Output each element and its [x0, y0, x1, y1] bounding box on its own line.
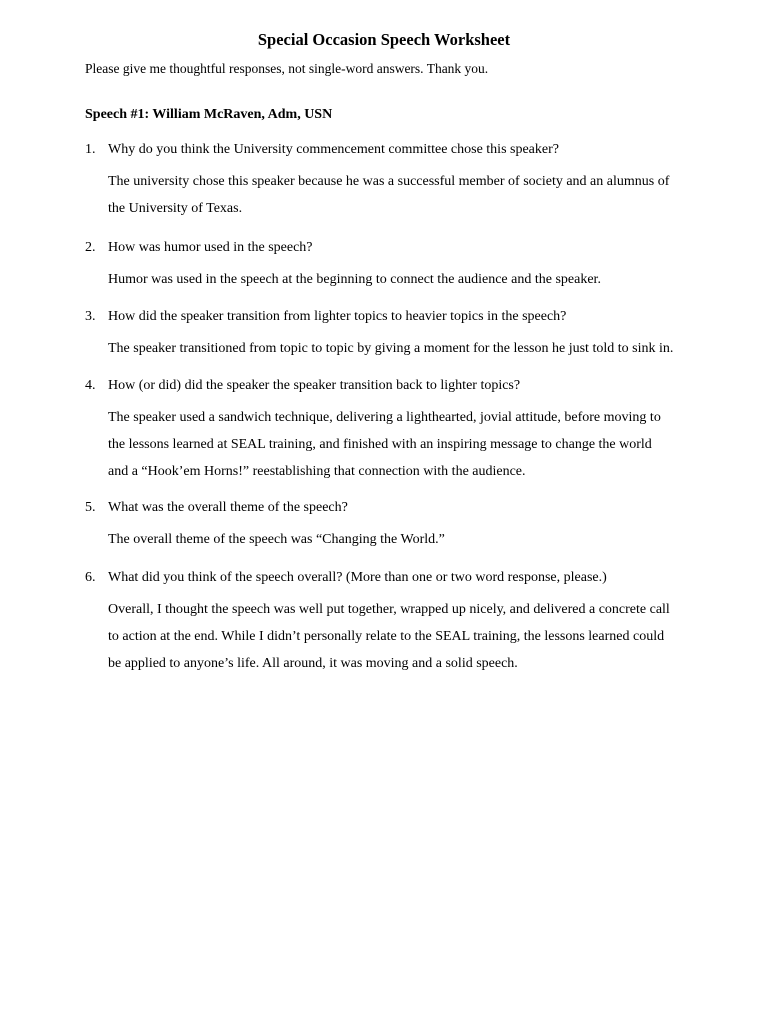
question-text: How (or did) did the speaker the speaker transition back to lighter topics? [108, 378, 521, 393]
question-item-4 [85, 377, 725, 485]
answer-text [108, 335, 720, 362]
question-number: 3. [85, 309, 96, 324]
answer-line: The speaker transitioned from topic to topic by giving a moment for the lesson he just told to sink in. [108, 341, 674, 356]
question-item-2 [85, 239, 725, 293]
document-title: Special Occasion Speech Worksheet [257, 30, 511, 49]
answer-line: be applied to anyone’s life. All around, it was moving and a solid speech. [108, 656, 518, 671]
answer-line: the lessons learned at SEAL training, and finished with an inspiring message to change the world [108, 437, 652, 452]
answer-line: The speaker used a sandwich technique, delivering a lighthearted, jovial attitude, before moving to [108, 410, 661, 425]
question-item-3 [85, 308, 725, 362]
question-number: 1. [85, 142, 96, 157]
answer-text [108, 526, 720, 553]
question-number: 6. [85, 570, 96, 585]
answer-text [108, 266, 720, 293]
instruction-text: Please give me thoughtful responses, not single-word answers. Thank you. [85, 61, 489, 76]
question-text: How did the speaker transition from lighter topics to heavier topics in the speech? [108, 309, 567, 324]
question-text: Why do you think the University commencement committee chose this speaker? [108, 142, 559, 157]
answer-line: and a “Hook’em Horns!” reestablishing that connection with the audience. [108, 464, 526, 479]
answer-line: Overall, I thought the speech was well put together, wrapped up nicely, and delivered a concrete call [108, 602, 670, 617]
answer-text [108, 596, 720, 677]
answer-line: The university chose this speaker because he was a successful member of society and an alumnus of [108, 174, 670, 189]
question-item-1 [85, 141, 725, 222]
speech-heading: Speech #1: William McRaven, Adm, USN [85, 107, 333, 122]
answer-line: The overall theme of the speech was “Changing the World.” [108, 532, 445, 547]
question-number: 2. [85, 240, 96, 255]
question-number: 5. [85, 500, 96, 515]
answer-line: Humor was used in the speech at the beginning to connect the audience and the speaker. [108, 272, 601, 287]
answer-line: the University of Texas. [108, 201, 243, 216]
question-text: What was the overall theme of the speech? [108, 500, 348, 515]
question-text: How was humor used in the speech? [108, 240, 313, 255]
question-item-5 [85, 499, 725, 553]
question-number: 4. [85, 378, 96, 393]
question-item-6 [85, 569, 725, 677]
answer-text [108, 168, 720, 222]
question-text: What did you think of the speech overall? (More than one or two word response, please.) [108, 570, 607, 585]
answer-line: to action at the end. While I didn’t personally relate to the SEAL training, the lessons learned could [108, 629, 665, 644]
answer-text [108, 404, 720, 485]
